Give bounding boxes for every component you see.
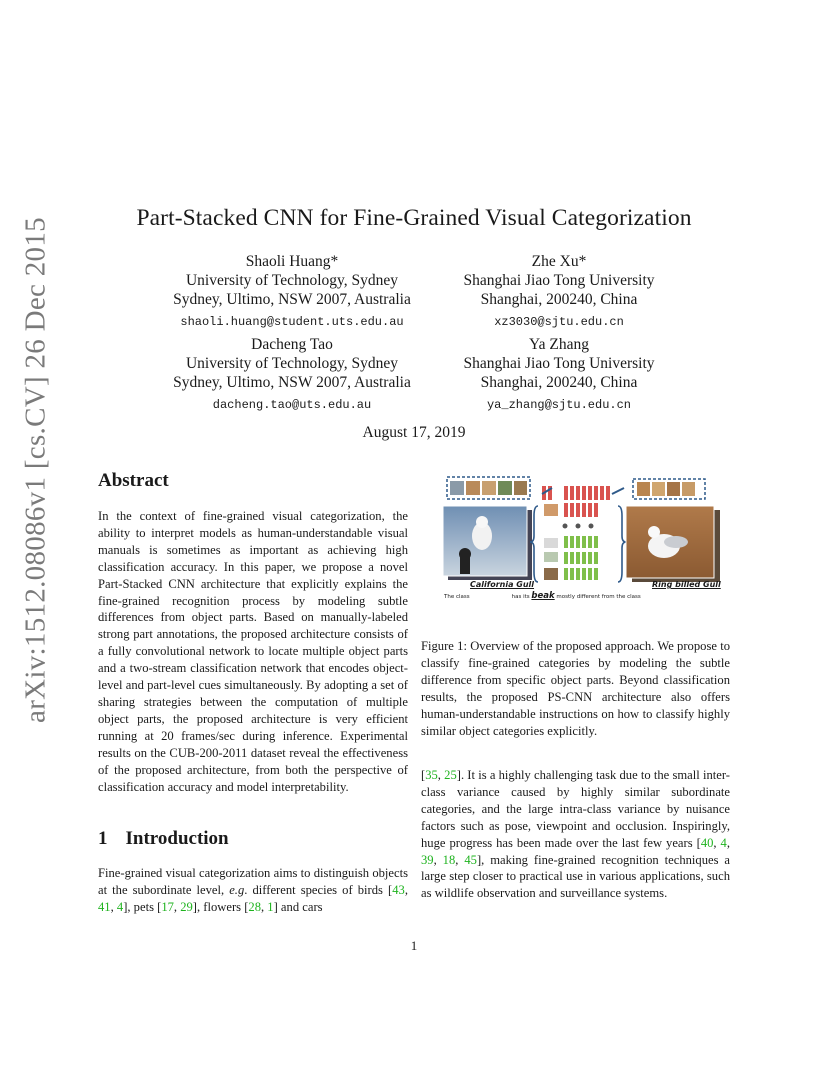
abstract-text: In the context of fine-grained visual categorization, the ability to interpret models as human-understandable visual manuals is sometimes as important as achieving high classification accuracy. In this paper, we propose a novel Part-Stacked CNN architecture that explicitly explains the fine-grained recognition process by modeling subtle differences from object parts. Based on manually-labeled strong part annotations, the proposed architecture consists of a fully convolutional network to locate multiple object parts and a two-stream classification network that encodes object-level and part-level cues simultaneously. By adopting a set of sharing strategies between the computation of multiple object parts, the proposed architecture is very efficient running at 20 frames/sec during inference. Experimental results on the CUB-200-2011 dataset reveal the effectiveness of the proposed architecture, from both the perspective of classification accuracy and model interpretability. xyxy=(98,509,408,794)
intro-paragraph: Fine-grained visual categorization aims to distinguish objects at the subordinate level, e.g. different species of birds [43, 41, 4], pets [17, 29], flowers [28, 1] and cars xyxy=(98,866,408,914)
section-title: Introduction xyxy=(125,828,229,849)
keyword-beak: beak xyxy=(531,591,555,601)
author-address: Shanghai, 200240, China xyxy=(480,291,638,308)
author-block xyxy=(142,335,442,415)
abstract-heading: Abstract xyxy=(98,470,169,491)
citation-link[interactable]: 40 xyxy=(700,835,714,850)
arxiv-stamp-text: arXiv:1512.08086v1 [cs.CV] 26 Dec 2015 xyxy=(19,217,52,723)
intro-continued xyxy=(421,767,730,902)
author-name: Zhe Xu* xyxy=(531,253,587,270)
citation-link[interactable]: 35 xyxy=(425,768,438,782)
part-crop xyxy=(466,481,480,495)
author-address: Shanghai, 200240, China xyxy=(480,374,638,391)
author-name: Dacheng Tao xyxy=(251,336,333,353)
citation-link[interactable]: 17 xyxy=(161,899,174,914)
part-crop xyxy=(652,482,665,496)
author-block xyxy=(409,335,709,415)
bollard-top xyxy=(459,548,471,560)
citation-link[interactable]: 29 xyxy=(180,899,193,914)
part-crop xyxy=(667,482,680,496)
paper-title: Part-Stacked CNN for Fine-Grained Visual Categorization xyxy=(136,205,692,231)
citation-link[interactable]: 41 xyxy=(98,899,111,914)
author-block xyxy=(142,252,442,332)
introduction-section xyxy=(98,828,408,916)
author-affiliation: Shanghai Jiao Tong University xyxy=(463,355,655,372)
author-address: Sydney, Ultimo, NSW 2007, Australia xyxy=(173,374,411,391)
abstract-section xyxy=(98,470,408,795)
citation-link[interactable]: 39 xyxy=(421,852,434,867)
citation-link[interactable]: 25 xyxy=(444,768,457,782)
citation-link[interactable]: 43 xyxy=(392,882,405,897)
page-number: 1 xyxy=(410,938,418,953)
section-number: 1 xyxy=(98,828,108,849)
part-crop xyxy=(482,481,496,495)
section-heading xyxy=(98,828,408,850)
arrow-icon xyxy=(612,488,624,494)
citation-link[interactable]: 45 xyxy=(464,852,477,867)
figure-caption: Figure 1: Overview of the proposed approach. We propose to classify fine-grained categories by modeling the subtle difference from specific object parts. Beyond classification results, the proposed PS-CNN architecture also offers human-understandable instructions on how to classify highly similar object categories explicitly. xyxy=(421,639,730,738)
ellipsis-dot xyxy=(576,524,581,529)
figure-1 xyxy=(438,476,738,604)
citation-link[interactable]: 4 xyxy=(116,899,124,914)
ellipsis-dot xyxy=(563,524,568,529)
part-crop xyxy=(544,552,558,562)
author-email[interactable]: shaoli.huang@student.uts.edu.au xyxy=(180,315,404,329)
author-affiliation: Shanghai Jiao Tong University xyxy=(463,272,655,289)
ellipsis-dot xyxy=(589,524,594,529)
part-crop xyxy=(637,482,650,496)
gull-wing xyxy=(664,536,688,548)
author-email[interactable]: dacheng.tao@uts.edu.au xyxy=(212,398,372,412)
part-crop xyxy=(514,481,527,495)
author-block xyxy=(409,252,709,332)
feature-bars-green xyxy=(564,536,598,580)
paper-date: August 17, 2019 xyxy=(362,424,466,441)
part-crop xyxy=(498,481,512,495)
figure-sentence: The class has its beak mostly different from the class xyxy=(444,591,641,601)
citation-link[interactable]: 1 xyxy=(267,899,274,914)
author-email[interactable]: xz3030@sjtu.edu.cn xyxy=(494,315,624,329)
citation-link[interactable]: 4 xyxy=(720,835,727,850)
author-address: Sydney, Ultimo, NSW 2007, Australia xyxy=(173,291,411,308)
citation-link[interactable]: 28 xyxy=(248,899,261,914)
part-crop xyxy=(544,568,558,580)
author-email[interactable]: ya_zhang@sjtu.edu.cn xyxy=(486,398,632,412)
part-crop xyxy=(450,481,464,495)
part-crop xyxy=(682,482,695,496)
label-california-gull: California Gull xyxy=(470,580,535,589)
beak-crop xyxy=(544,504,558,516)
citation-link[interactable]: 18 xyxy=(442,852,456,867)
part-crop xyxy=(544,538,558,548)
intro-paragraph-continued: [35, 25]. It is a highly challenging task due to the small inter-class variance caused by highly similar subordinate categories, and the large intra-class variance by nuisance factors such as pose, viewpoint and occlusion. Inspiringly, huge progress has been made over the last few years [40, 4, 39, 18, 45], making fine-grained recognition techniques a large step closer to practical use in various applications, such as wildlife observation and surveillance systems. xyxy=(421,768,731,901)
author-name: Shaoli Huang* xyxy=(245,253,339,270)
bracket-right xyxy=(618,506,626,582)
author-affiliation: University of Technology, Sydney xyxy=(185,272,398,289)
author-name: Ya Zhang xyxy=(529,336,589,353)
gull-head xyxy=(476,516,488,528)
label-ring-billed-gull: Ring billed Gull xyxy=(652,580,721,589)
author-affiliation: University of Technology, Sydney xyxy=(185,355,398,372)
gull-head xyxy=(648,526,660,538)
